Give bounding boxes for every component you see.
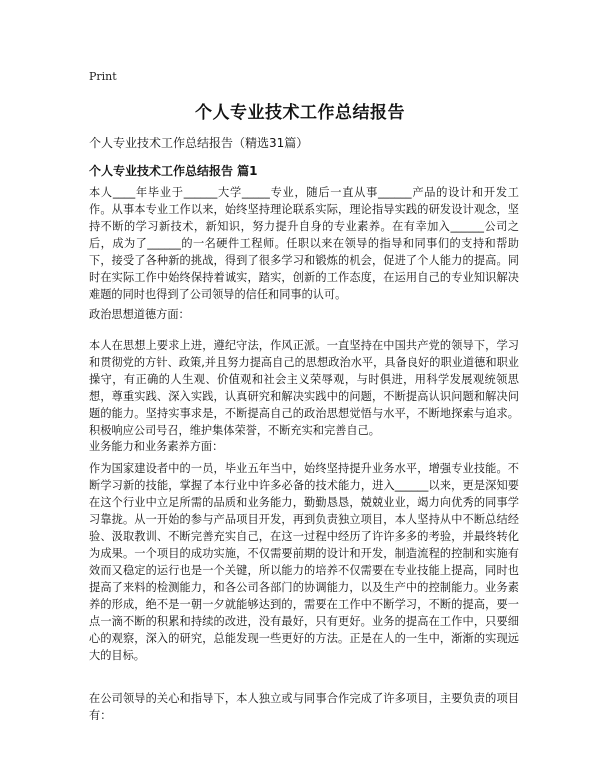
heading-politics: 政治思想道德方面： (89, 308, 190, 321)
document-subtitle: 个人专业技术工作总结报告（精选31篇） (89, 136, 309, 150)
print-link[interactable]: Print (89, 70, 117, 83)
paragraph-politics: 本人在思想上要求上进，遵纪守法，作风正派。一直坚持在中国共产党的领导下，学习和贯彻党的方针、政策,并且努力提高自己的思想政治水平，具备良好的职业道德和职业操守，有正确的人生观、价值观和社会主义荣辱观，与时俱进，用科学发展观统领思想，尊重实践、深入实践，认真研究和解决实践中的问题，不断提高认识问题和解决问题的能力。坚持实事求是，不断提高自己的政治思想觉悟与水平，不断地探索与追求。积极响应公司号召，维护集体荣誉，不断充实和完善自己。 (89, 339, 519, 437)
page-title: 个人专业技术工作总结报告 (195, 103, 405, 123)
heading-business: 业务能力和业务素养方面： (89, 440, 224, 453)
paragraph-business: 作为国家建设者中的一员，毕业五年当中，始终坚持提升业务水平，增强专业技能。不断学习新的技能，掌握了本行业中许多必备的技术能力，进入______以来，更是深知要在这个行业中立足所需的品质和业务能力，勤勤恳恳，兢兢业业，竭力向优秀的同事学习靠拢。从一开始的参与产品项目开发，再到负责独立项目，本人坚持从中不断总结经验、汲取教训、不断完善充实自己，在这一过程中经历了许许多多的考验，并最终转化为成果。一个项目的成功实施，不仅需要前期的设计和开发，制造流程的控制和实施有效而又稳定的运行也是一个关键，所以能力的培养不仅需要在专业技能上提高，同时也提高了来料的检测能力，和各公司各部门的协调能力，以及生产中的控制能力。业务素养的形成，绝不是一朝一夕就能够达到的，需要在工作中不断学习，不断的提高，要一点一滴不断的积累和持续的改进，没有最好，只有更好。业务的提高在工作中，只要细心的观察，深入的研究，总能发现一些更好的方法。正是在人的一生中，渐渐的实现远大的目标。 (89, 462, 519, 662)
paragraph-projects: 在公司领导的关心和指导下，本人独立或与同事合作完成了许多项目，主要负责的项目有： (89, 692, 519, 722)
paragraph-intro: 本人____年毕业于______大学_____专业，随后一直从事______产品的设计和开发工作。从事本专业工作以来，始终坚持理论联系实际，理论指导实践的研发设计观念，坚持不断的学习新技术，新知识，努力提升自身的专业素养。在有幸加入______公司之后，成为了______的一名硬件工程师。任职以来在领导的指导和同事们的支持和帮助下，接受了各种新的挑战，得到了很多学习和锻炼的机会，促进了个人能力的提高。同时在实际工作中始终保持着诚实，踏实，创新的工作态度，在运用自己的专业知识解决难题的同时也得到了公司领导的信任和同事的认可。 (89, 186, 519, 301)
section-heading: 个人专业技术工作总结报告 篇1 (89, 164, 258, 178)
